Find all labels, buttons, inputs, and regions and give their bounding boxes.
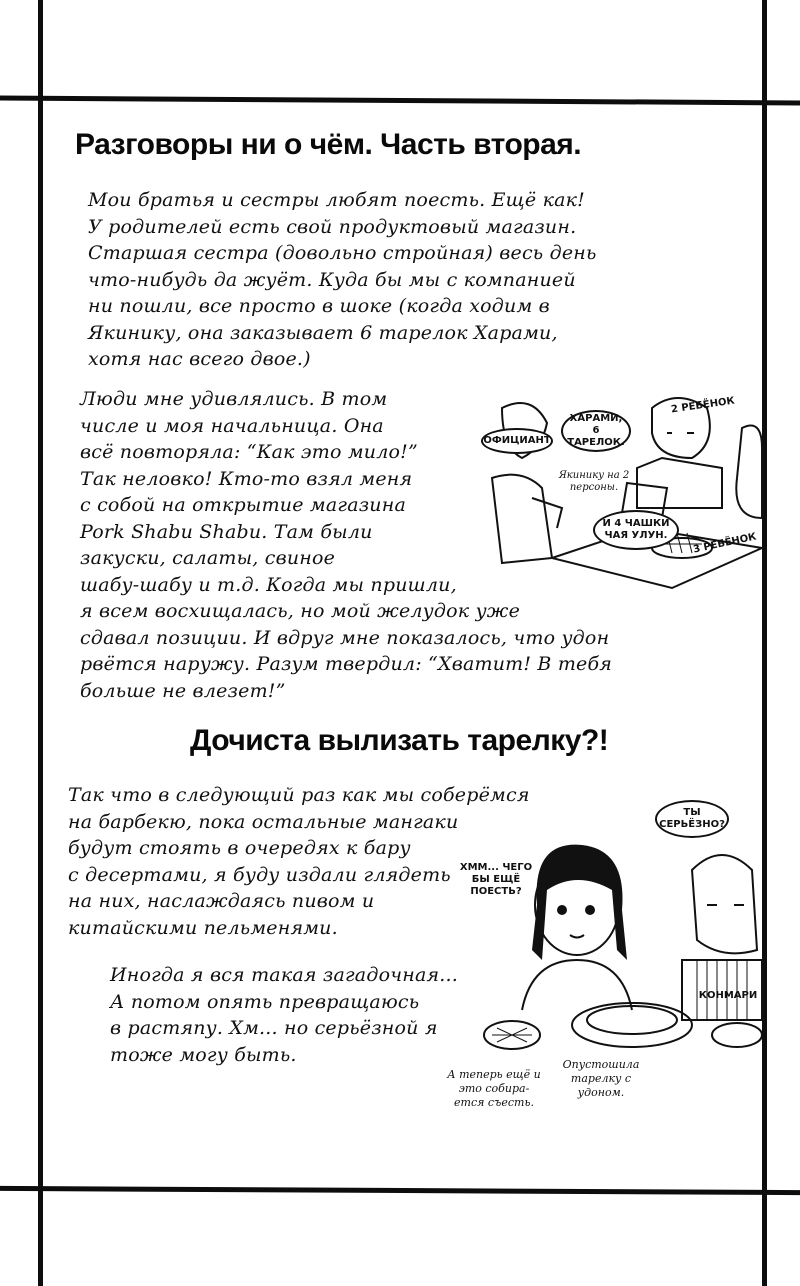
text-line: на них, наслаждаясь пивом и bbox=[68, 890, 375, 912]
text-line: сдавал позиции. И вдруг мне показалось, что удон bbox=[80, 626, 610, 649]
text-line: будут стоять в очередях к бару bbox=[68, 837, 411, 859]
paragraph-4 bbox=[110, 962, 458, 1068]
child2-label: 2 РЕБЁНОК bbox=[670, 395, 736, 416]
text-line: с десертами, я буду издали глядеть bbox=[68, 863, 451, 886]
text-line: Так что в следующий раз как мы соберёмся bbox=[68, 784, 530, 806]
text-line: Старшая сестра (довольно стройная) весь день bbox=[88, 242, 597, 264]
text-line: А потом опять превращаюсь bbox=[110, 990, 420, 1013]
text-line: хотя нас всего двое.) bbox=[88, 348, 311, 370]
tea-bubble: И 4 ЧАШКИ ЧАЯ УЛУН. bbox=[593, 510, 679, 550]
text-line: китайскими пельменями. bbox=[68, 916, 338, 939]
konmari-label: КОНМАРИ bbox=[698, 990, 758, 1001]
note-left: А теперь ещё и это собира- ется съесть. bbox=[447, 1068, 541, 1109]
page-title: Разговоры ни о чём. Часть вторая. bbox=[75, 128, 582, 161]
text-line: что-нибудь да жуёт. Куда бы мы с компанией bbox=[88, 268, 576, 291]
text-line: Pork Shabu Shabu. Там были bbox=[80, 520, 373, 543]
child3-label: 3 РЕБЁНОК bbox=[692, 531, 758, 556]
text-line: ни пошли, все просто в шоке (когда ходим в bbox=[88, 295, 550, 317]
text-line: Люди мне удивлялись. В том bbox=[80, 388, 388, 410]
panel-left-border bbox=[38, 0, 43, 1286]
text-line: всё повторяла: “Как это мило!” bbox=[80, 441, 418, 463]
text-line: закуски, салаты, свиное bbox=[80, 547, 336, 569]
order-bubble: ХАРАМИ, 6 ТАРЕЛОК. bbox=[561, 410, 631, 452]
text-line: У родителей есть свой продуктовый магазин. bbox=[88, 215, 577, 238]
text-line: на барбекю, пока остальные мангаки bbox=[68, 810, 459, 833]
waiter-label-bubble: ОФИЦИАНТ bbox=[481, 428, 553, 454]
note-right: Опустошила тарелку с удоном. bbox=[562, 1058, 640, 1099]
girl-eating-illustration bbox=[482, 810, 762, 1070]
text-line: тоже могу быть. bbox=[110, 1043, 297, 1066]
panel-bottom-border bbox=[0, 1186, 800, 1195]
text-line: больше не влезет!” bbox=[80, 679, 286, 702]
paragraph-1 bbox=[88, 187, 597, 373]
section-title: Дочиста вылизать тарелку?! bbox=[190, 724, 609, 757]
text-line: я всем восхищалась, но мой желудок уже bbox=[80, 600, 521, 622]
menu-note: Якинику на 2 персоны. bbox=[558, 470, 630, 493]
text-line: Так неловко! Кто-то взял меня bbox=[80, 467, 413, 490]
text-line: числе и моя начальница. Она bbox=[80, 414, 384, 437]
text-line: Якинику, она заказывает 6 тарелок Харами, bbox=[88, 321, 558, 344]
text-line: в растяпу. Хм... но серьёзной я bbox=[110, 1017, 438, 1039]
text-line: с собой на открытие магазина bbox=[80, 494, 406, 516]
text-line: шабу-шабу и т.д. Когда мы пришли, bbox=[80, 573, 457, 596]
panel-right-border bbox=[762, 0, 767, 1286]
text-line: Иногда я вся такая загадочная... bbox=[110, 964, 458, 986]
text-line: рвётся наружу. Разум твердил: “Хватит! В тебя bbox=[80, 653, 613, 675]
panel-top-border bbox=[0, 96, 800, 106]
hmm-text: ХММ... ЧЕГО БЫ ЕЩЁ ПОЕСТЬ? bbox=[459, 862, 533, 897]
text-line: Мои братья и сестры любят поесть. Ещё как! bbox=[88, 189, 586, 211]
serious-bubble: ТЫ СЕРЬЁЗНО? bbox=[655, 800, 729, 838]
